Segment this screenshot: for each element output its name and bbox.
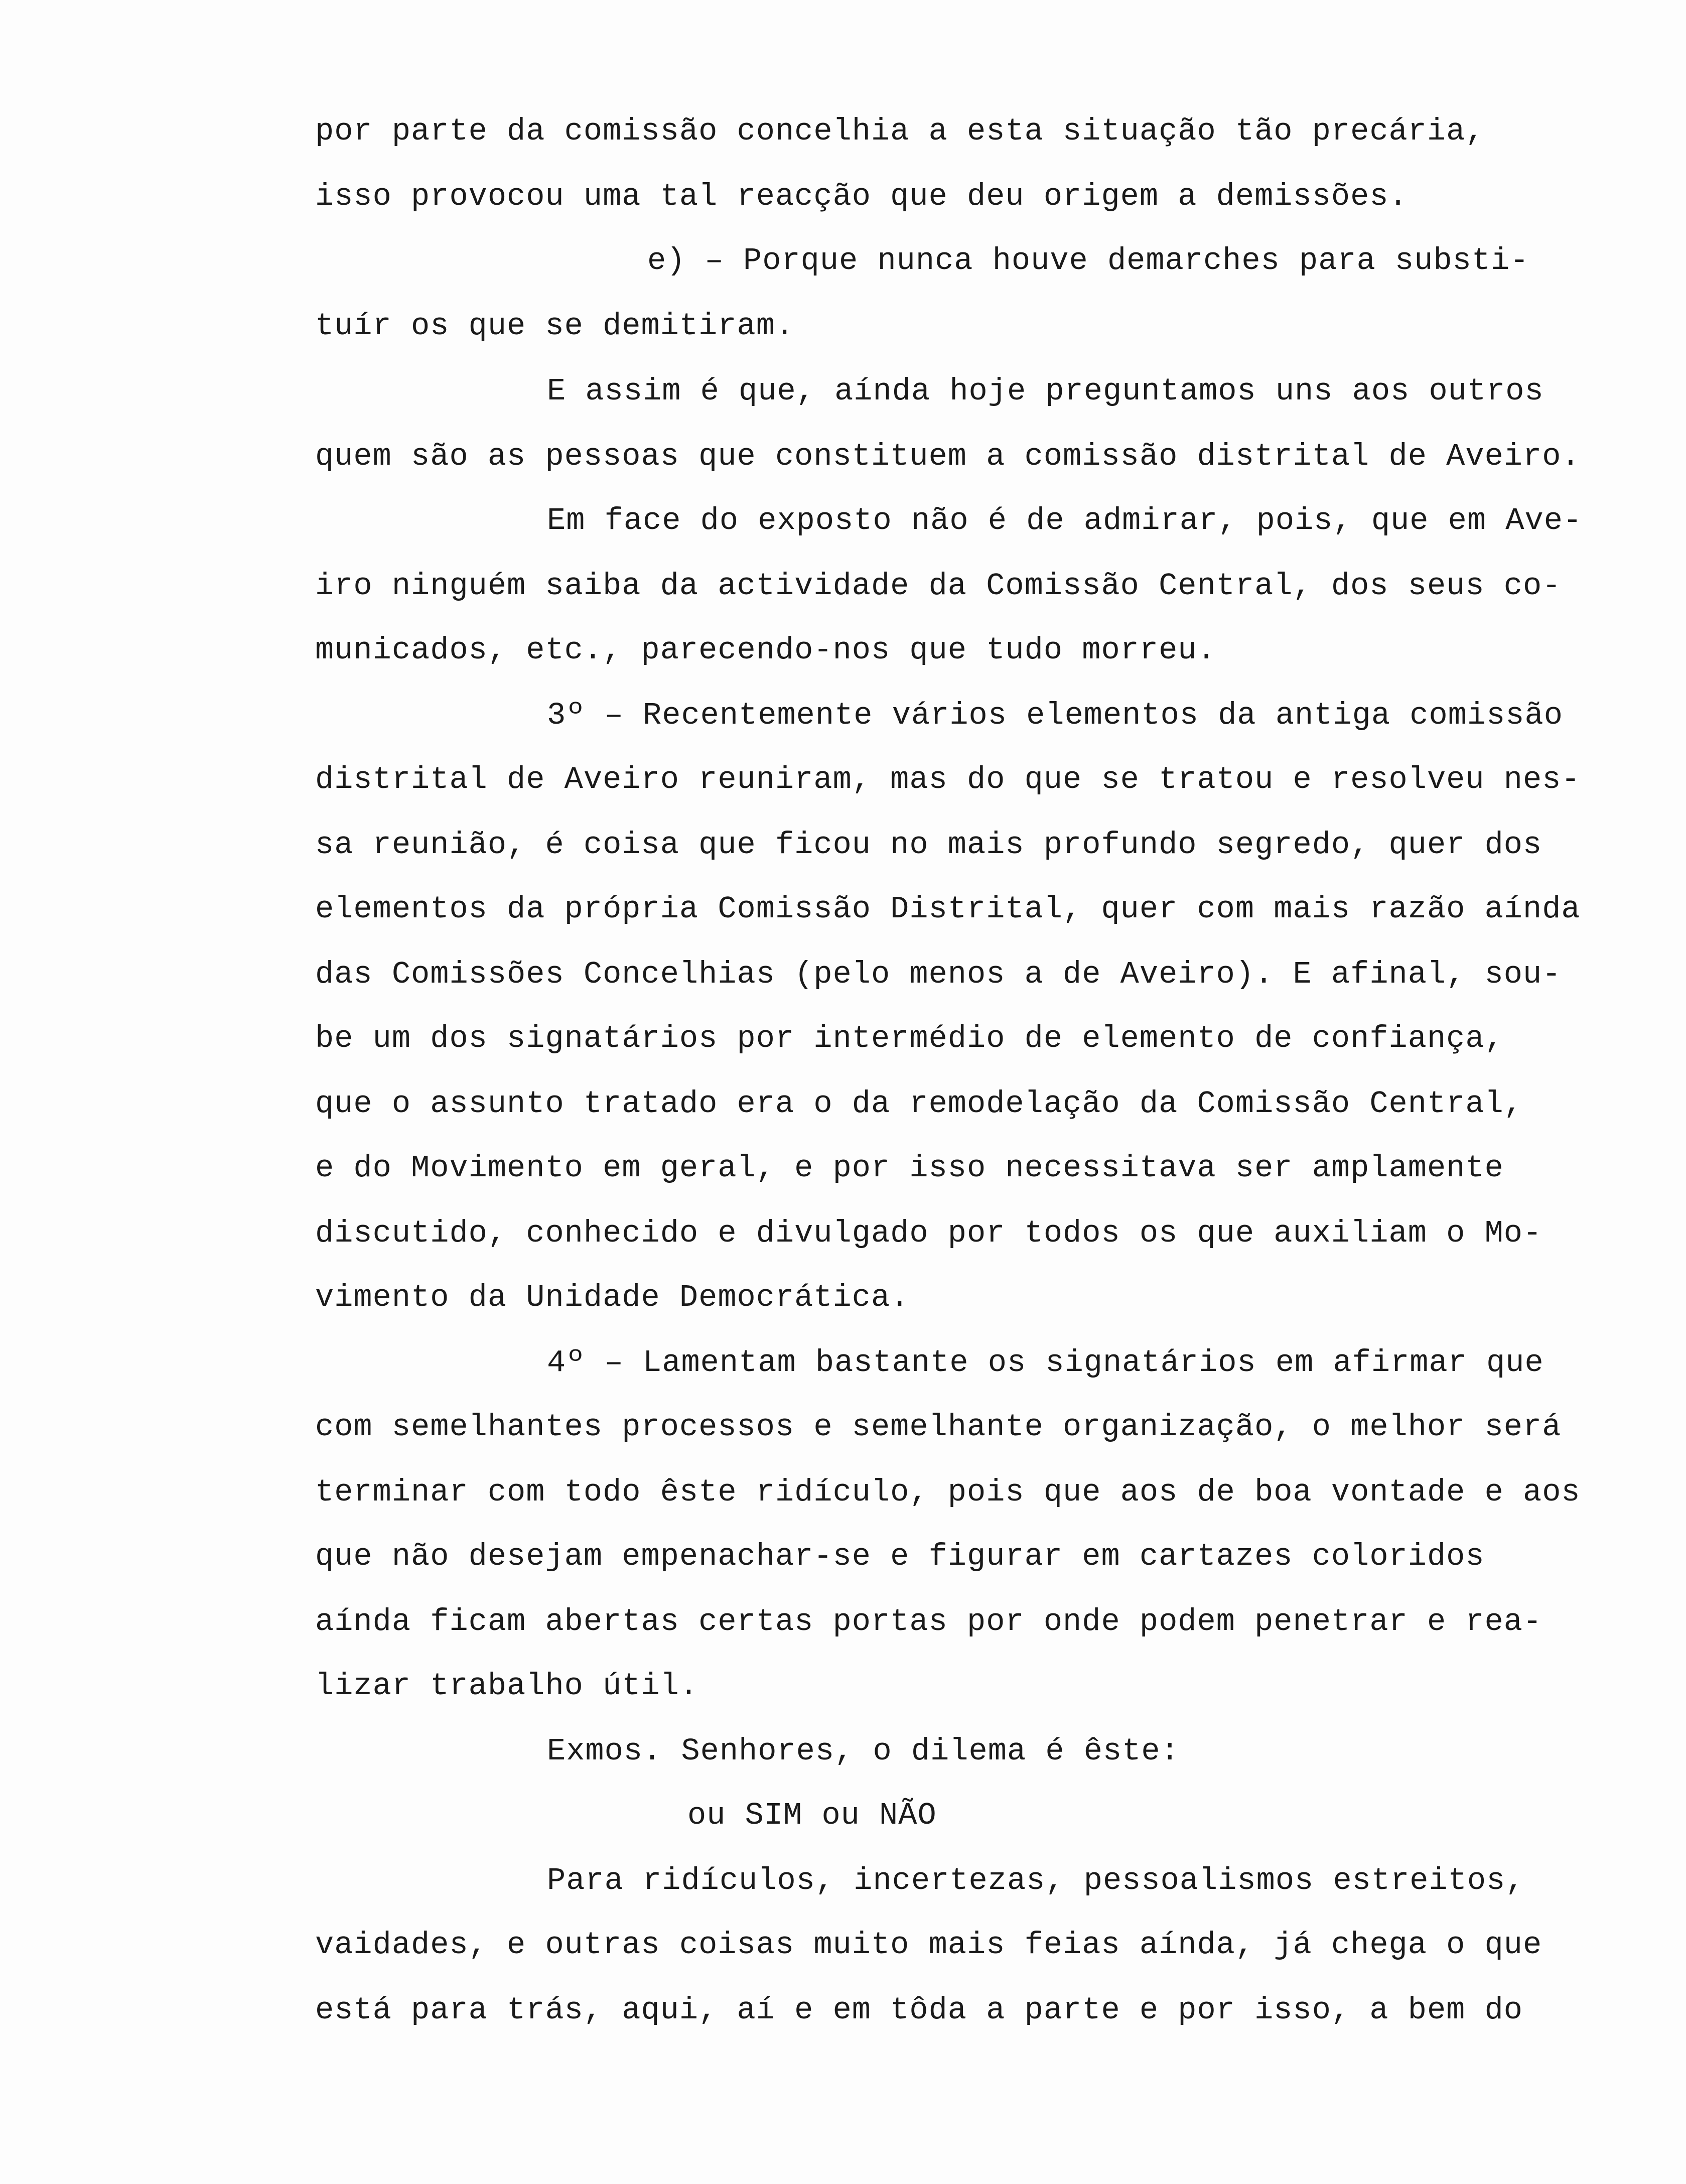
text-line: aínda ficam abertas certas portas por onde podem penetrar e rea- bbox=[315, 1604, 1542, 1640]
text-line: elementos da própria Comissão Distrital, quer com mais razão aínda bbox=[315, 891, 1581, 927]
text-line: ou SIM ou NÃO bbox=[687, 1798, 937, 1833]
text-line: tuír os que se demitiram. bbox=[315, 308, 795, 344]
text-line: Em face do exposto não é de admirar, pois, que em Ave- bbox=[547, 503, 1583, 538]
text-line: municados, etc., parecendo-nos que tudo morreu. bbox=[315, 632, 1216, 668]
text-line: vimento da Unidade Democrática. bbox=[315, 1280, 910, 1315]
text-line: quem são as pessoas que constituem a comissão distrital de Aveiro. bbox=[315, 439, 1581, 474]
text-line: distrital de Aveiro reuniram, mas do que se tratou e resolveu nes- bbox=[315, 762, 1581, 797]
text-line: terminar com todo êste ridículo, pois que aos de boa vontade e aos bbox=[315, 1474, 1581, 1510]
text-line: por parte da comissão concelhia a esta situação tão precária, bbox=[315, 113, 1485, 149]
text-line: be um dos signatários por intermédio de elemento de confiança, bbox=[315, 1021, 1504, 1056]
text-line: iro ninguém saiba da actividade da Comissão Central, dos seus co- bbox=[315, 568, 1562, 604]
text-line: vaidades, e outras coisas muito mais feias aínda, já chega o que bbox=[315, 1927, 1542, 1963]
text-line: lizar trabalho útil. bbox=[315, 1668, 699, 1704]
text-line: e do Movimento em geral, e por isso necessitava ser amplamente bbox=[315, 1150, 1504, 1186]
text-line: com semelhantes processos e semelhante organização, o melhor será bbox=[315, 1409, 1562, 1445]
text-line: isso provocou uma tal reacção que deu origem a demissões. bbox=[315, 179, 1408, 214]
text-line: Para ridículos, incertezas, pessoalismos estreitos, bbox=[547, 1863, 1525, 1898]
text-line: 3º – Recentemente vários elementos da antiga comissão bbox=[547, 698, 1563, 733]
text-line: Exmos. Senhores, o dilema é êste: bbox=[547, 1733, 1180, 1769]
text-line: das Comissões Concelhias (pelo menos a de Aveiro). E afinal, sou- bbox=[315, 957, 1562, 992]
text-line: está para trás, aqui, aí e em tôda a parte e por isso, a bem do bbox=[315, 1992, 1523, 2028]
text-line: discutido, conhecido e divulgado por todos os que auxiliam o Mo- bbox=[315, 1215, 1542, 1251]
text-line: E assim é que, aínda hoje preguntamos uns aos outros bbox=[547, 373, 1544, 409]
text-line: 4º – Lamentam bastante os signatários em afirmar que bbox=[547, 1345, 1544, 1381]
text-line: que o assunto tratado era o da remodelação da Comissão Central, bbox=[315, 1086, 1523, 1122]
text-line: sa reunião, é coisa que ficou no mais profundo segredo, quer dos bbox=[315, 827, 1542, 863]
text-line: e) – Porque nunca houve demarches para substi- bbox=[647, 243, 1529, 279]
text-line: que não desejam empenachar-se e figurar em cartazes coloridos bbox=[315, 1539, 1485, 1574]
